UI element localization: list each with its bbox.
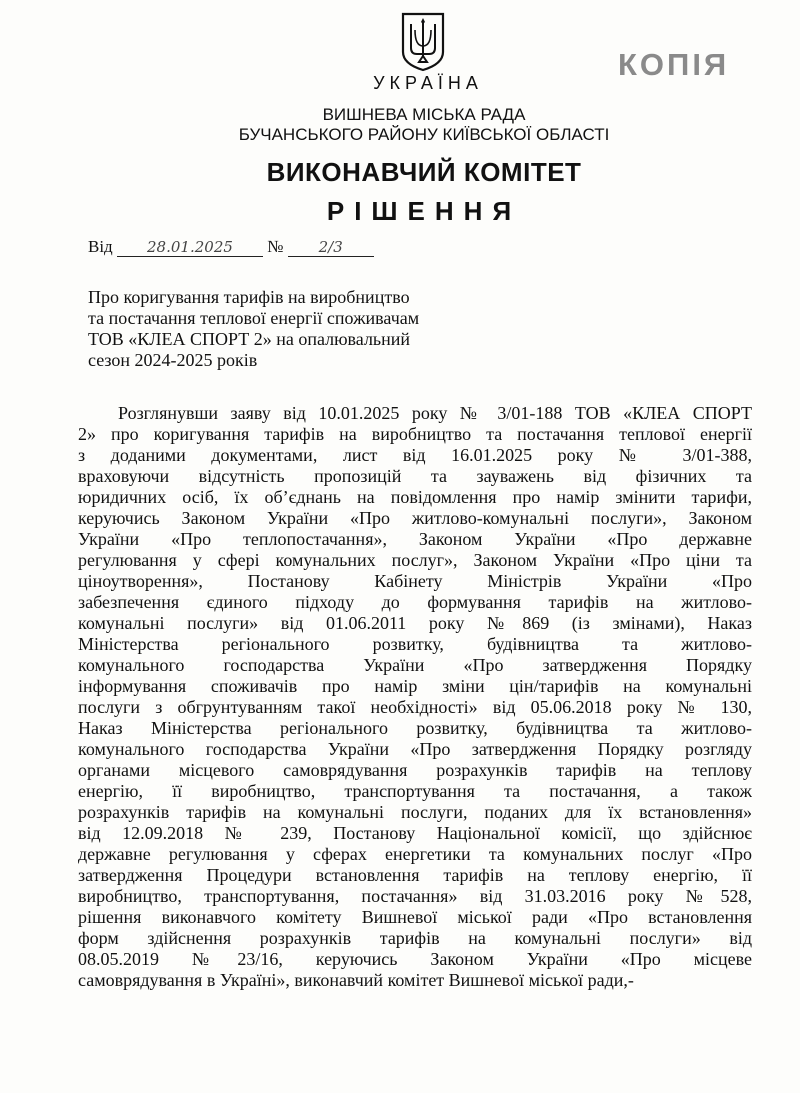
body-line: забезпечення єдиного підходу до формування тарифів на житлово- — [78, 592, 752, 612]
subject-line: сезон 2024-2025 років — [88, 350, 258, 370]
body-line: комунального господарства України «Про затвердження Порядку — [78, 655, 752, 675]
body-line: Наказ Міністерства регіонального розвитку, будівництва та житлово- — [78, 718, 752, 738]
body-line: послуги з обгрунтуванням такої необхідності» від 05.06.2018 року № 130, — [78, 697, 752, 717]
subject-line: та постачання теплової енергії споживачам — [88, 308, 420, 328]
body-line: юридичних осіб, їх об’єднань на повідомлення про намір змінити тарифи, — [78, 487, 752, 507]
council-line-1: ВИШНЕВА МІСЬКА РАДА — [322, 105, 526, 124]
subject-line: Про коригування тарифів на виробництво — [88, 287, 410, 307]
number-label: № — [267, 237, 284, 256]
body-line: 2» про коригування тарифів на виробництво та постачання теплової енергії — [78, 424, 752, 444]
body-line: інформування споживачів про намір зміни цін/тарифів на комунальні — [78, 676, 752, 696]
decision-subject — [88, 287, 508, 371]
handwritten-date: 28.01.2025 — [117, 238, 263, 257]
body-line: комунальні послуги» від 01.06.2011 року №869 (із змінами), Наказ — [78, 613, 752, 633]
body-line: від 12.09.2018 № 239, Постанову Національної комісії, що здійснює — [78, 823, 752, 843]
date-number-line — [88, 237, 488, 257]
body-line: враховуючи відсутність пропозицій та зауважень від фізичних та — [78, 466, 752, 486]
body-line: затвердження Процедури встановлення тарифів на теплову енергію, її — [78, 865, 752, 885]
body-line: 08.05.2019 №23/16, керуючись Законом України «Про місцеве — [78, 949, 752, 969]
body-line: органами місцевого самоврядування розрахунків тарифів на теплову — [78, 760, 752, 780]
body-line: Розглянувши заяву від 10.01.2025 року № 3/01-188 ТОВ «КЛЕА СПОРТ — [118, 403, 752, 423]
body-line: самоврядування в Україні», виконавчий комітет Вишневої міської ради,- — [78, 970, 634, 990]
body-line: форм здійснення розрахунків тарифів на комунальні послуги» від — [78, 928, 752, 948]
body-line: регулювання у сфері комунальних послуг», Законом України «Про ціни та — [78, 550, 752, 570]
from-label: Від — [88, 237, 113, 256]
subject-line: ТОВ «КЛЕА СПОРТ 2» на опалювальний — [88, 329, 411, 349]
body-line: державне регулювання у сферах енергетики та комунальних послуг «Про — [78, 844, 752, 864]
council-line-2: БУЧАНСЬКОГО РАЙОНУ КИЇВСЬКОЇ ОБЛАСТІ — [238, 125, 610, 144]
body-line: розрахунків тарифів на комунальні послуги, поданих для їх встановлення» — [78, 802, 752, 822]
body-line: з доданими документами, лист від 16.01.2025 року № 3/01-388, — [78, 445, 752, 465]
body-line: енергію, її виробництво, транспортування та постачання, а також — [78, 781, 752, 801]
body-line: ціноутворення», Постанову Кабінету Міністрів України «Про — [78, 571, 752, 591]
copy-stamp: КОПІЯ — [618, 47, 730, 82]
body-line: Міністерства регіонального розвитку, будівництва та житлово- — [78, 634, 752, 654]
handwritten-number: 2/3 — [288, 238, 374, 257]
coat-of-arms-icon — [401, 12, 445, 72]
council-name — [24, 105, 800, 145]
body-line: виробництво, транспортування, постачання» від 31.03.2016 року №528, — [78, 886, 752, 906]
decision-title: РІШЕННЯ — [326, 196, 522, 226]
decision-body — [78, 403, 752, 991]
committee-title: ВИКОНАВЧИЙ КОМІТЕТ — [266, 157, 582, 187]
country-name: УКРАЇНА — [373, 73, 483, 93]
body-line: України «Про теплопостачання», Законом України «Про державне — [78, 529, 752, 549]
body-line: комунального господарства України «Про затвердження Порядку розгляду — [78, 739, 752, 759]
body-line: керуючись Законом України «Про житлово-комунальні послуги», Законом — [78, 508, 752, 528]
body-line: рішення виконавчого комітету Вишневої міської ради «Про встановлення — [78, 907, 752, 927]
